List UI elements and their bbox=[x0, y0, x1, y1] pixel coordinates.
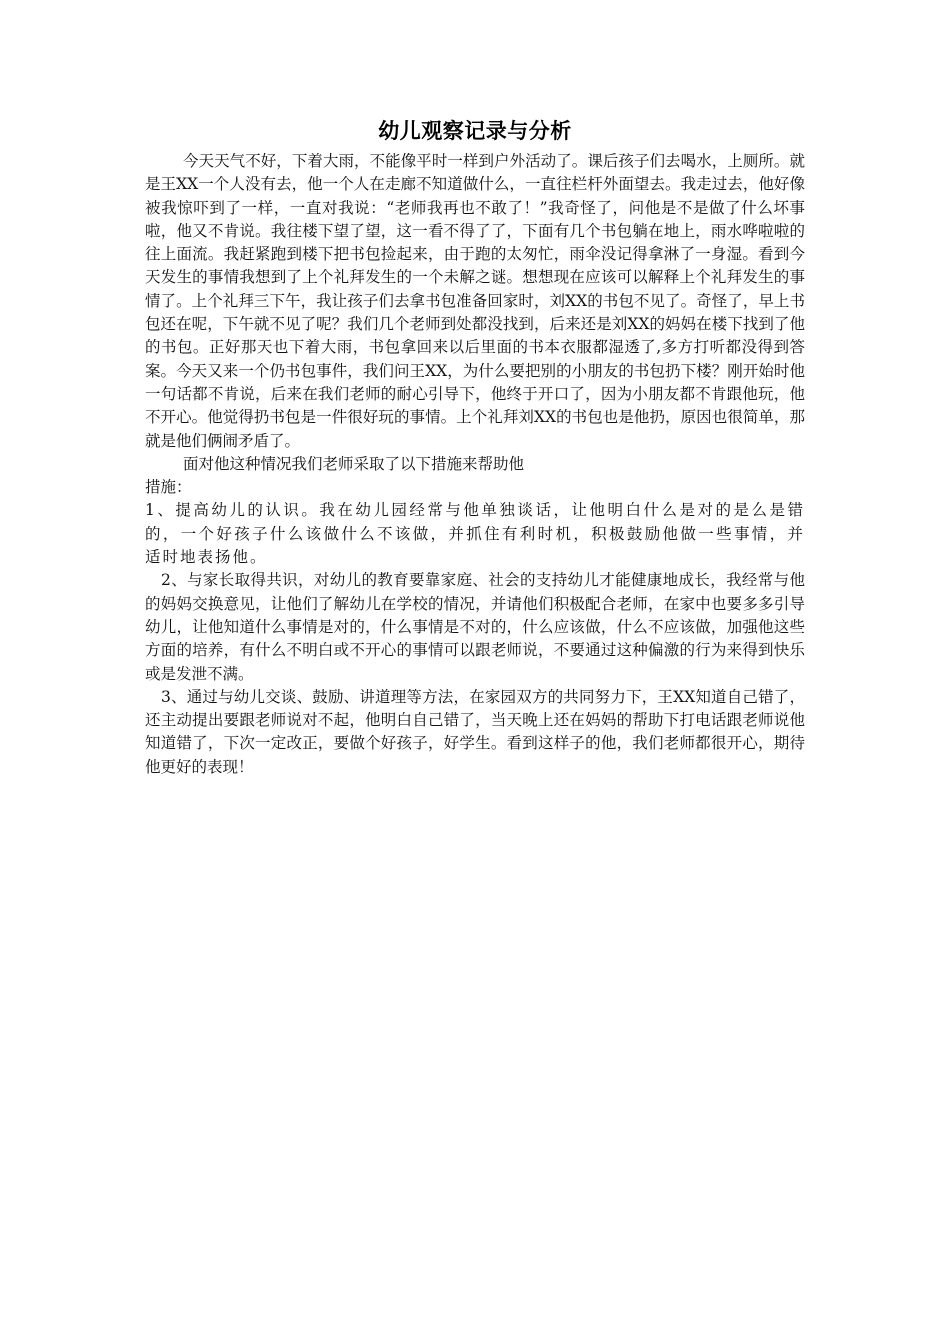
measures-intro: 面对他这种情况我们老师采取了以下措施来帮助他 bbox=[183, 454, 525, 473]
measure-item-3: 3、通过与幼儿交谈、鼓励、讲道理等方法，在家园双方的共同努力下，王XX知道自己错了，还主动提出要跟老师说对不起，他明白自己错了，当天晚上还在妈妈的帮助下打电话跟老师说他知道错了，下次一定改正，要做个好孩子，好学生。看到这样子的他，我们老师都很开心，期待他更好的表现！ bbox=[145, 687, 805, 776]
measures-heading: 措施： bbox=[145, 478, 192, 497]
document-title: 幼儿观察记录与分析 bbox=[378, 119, 572, 143]
observation-paragraph: 今天天气不好，下着大雨，不能像平时一样到户外活动了。课后孩子们去喝水，上厕所。就是王XX一个人没有去，他一个人在走廊不知道做什么，一直往栏杆外面望去。我走过去，他好像被我惊吓到了一样，一直对我说：“老师我再也不敢了！”我奇怪了，问他是不是做了什么坏事啦，他又不肯说。我往楼下望了望，这一看不得了了，下面有几个书包躺在地上，雨水哗啦啦的往上面流。我赶紧跑到楼下把书包捡起来，由于跑的太匆忙，雨伞没记得拿淋了一身湿。看到今天发生的事情我想到了上个礼拜发生的一个未解之谜。想想现在应该可以解释上个礼拜发生的事情了。上个礼拜三下午，我让孩子们去拿书包准备回家时，刘XX的书包不见了。奇怪了，早上书包还在呢，下午就不见了呢？我们几个老师到处都没找到，后来还是刘XX的妈妈在楼下找到了他的书包。正好那天也下着大雨，书包拿回来以后里面的书本衣服都湿透了,多方打听都没得到答案。今天又来一个仍书包事件，我们问王XX，为什么要把别的小朋友的书包扔下楼？刚开始时他一句话都不肯说，后来在我们老师的耐心引导下，他终于开口了，因为小朋友都不肯跟他玩，他不开心。他觉得扔书包是一件很好玩的事情。上个礼拜刘XX的书包也是他扔，原因也很简单，那就是他们俩闹矛盾了。 bbox=[145, 152, 805, 450]
measure-item-1: 1、提高幼儿的认识。我在幼儿园经常与他单独谈话，让他明白什么是对的是么是错的，一个好孩子什么该做什么不该做，并抓住有利时机，积极鼓励他做一些事情，并适时地表扬他。 bbox=[145, 501, 805, 567]
measure-item-2: 2、与家长取得共识，对幼儿的教育要靠家庭、社会的支持幼儿才能健康地成长，我经常与他的妈妈交换意见，让他们了解幼儿在学校的情况，并请他们积极配合老师，在家中也要多多引导幼儿，让他知道什么事情是对的，什么事情是不对的，什么应该做，什么不应该做，加强他这些方面的培养，有什么不明白或不开心的事情可以跟老师说，不要通过这种偏激的行为来得到快乐或是发泄不满。 bbox=[145, 571, 805, 683]
document-body bbox=[145, 116, 805, 779]
